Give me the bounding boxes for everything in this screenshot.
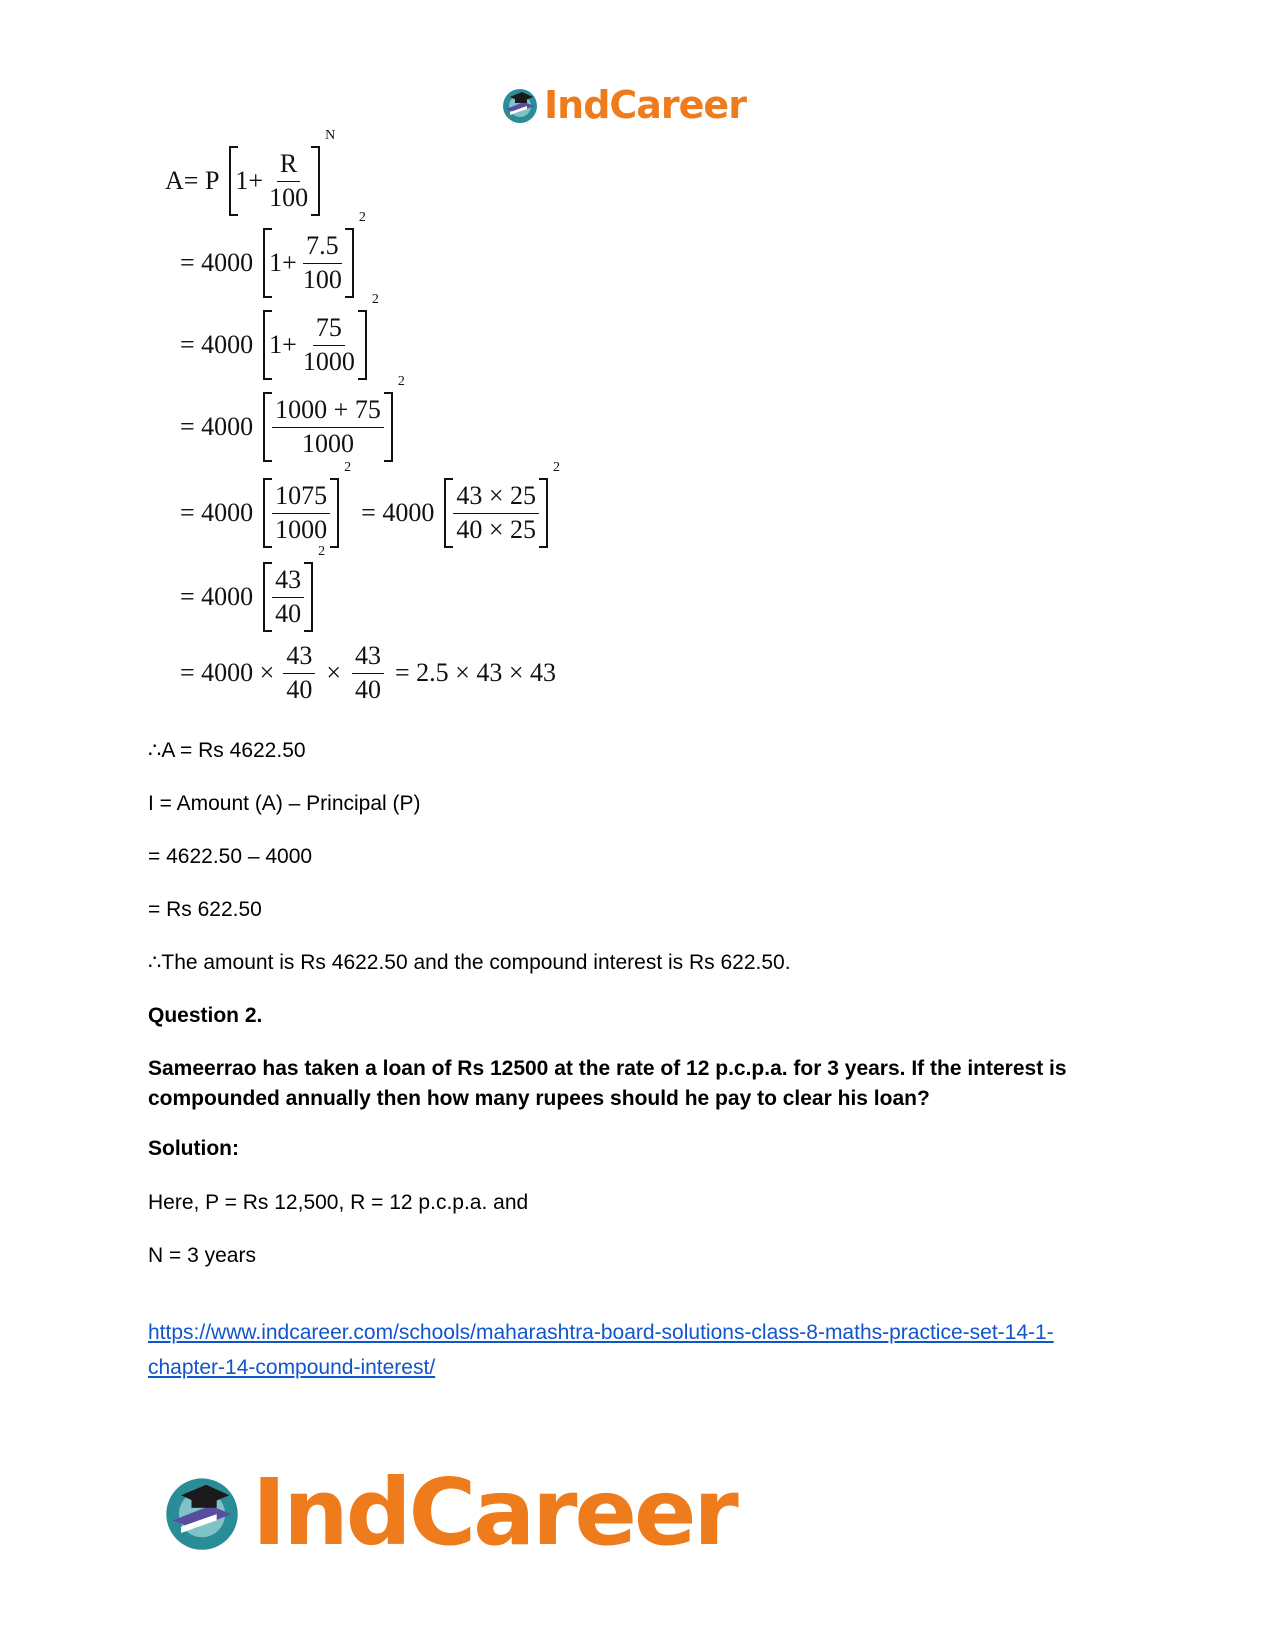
denominator: 1000 bbox=[302, 428, 354, 458]
given-values: Here, P = Rs 12,500, R = 12 p.c.p.a. and bbox=[148, 1191, 529, 1214]
question-title: Question 2. bbox=[148, 1004, 263, 1027]
denominator: 40 bbox=[275, 598, 302, 628]
denominator: 1000 bbox=[275, 514, 328, 544]
brand-name: IndCareer bbox=[544, 83, 746, 127]
exponent: 2 bbox=[397, 374, 405, 389]
bracket-group bbox=[263, 482, 339, 544]
question-body: Sameerrao has taken a loan of Rs 12500 at the rate of 12 p.c.p.a. for 3 years. If the interest is compounded annually then how many rupees should he pay to clear his loan? bbox=[148, 1057, 1067, 1110]
one-plus: 1+ bbox=[269, 248, 297, 278]
fraction bbox=[300, 314, 358, 376]
graduation-cap-globe-icon bbox=[500, 85, 540, 125]
equation-line-4 bbox=[180, 374, 405, 458]
graduation-cap-globe-icon bbox=[160, 1470, 244, 1554]
equation-line-6 bbox=[180, 544, 326, 628]
numerator: 43 bbox=[283, 642, 315, 674]
given-years: N = 3 years bbox=[148, 1244, 256, 1267]
denominator: 40 bbox=[286, 674, 313, 704]
bracket-group bbox=[444, 482, 548, 544]
denominator: 40 bbox=[355, 674, 381, 704]
exponent: N bbox=[325, 128, 336, 143]
numerator: 1000 + 75 bbox=[272, 396, 384, 428]
equation-line-3 bbox=[180, 292, 379, 376]
exponent: 2 bbox=[344, 460, 352, 475]
bracket-group bbox=[229, 150, 320, 212]
interest-definition: I = Amount (A) – Principal (P) bbox=[148, 792, 421, 815]
footer-logo bbox=[160, 1458, 736, 1566]
equation-line-2 bbox=[180, 210, 366, 294]
numerator: 43 bbox=[352, 642, 384, 674]
fraction bbox=[266, 150, 311, 212]
fraction bbox=[352, 642, 384, 704]
times-sign: × bbox=[326, 658, 341, 688]
eq-lhs: = 4000 bbox=[180, 248, 254, 278]
equation-line-5 bbox=[180, 460, 561, 544]
equation-line-7 bbox=[180, 642, 556, 704]
eq-rhs: = 2.5 × 43 × 43 bbox=[395, 658, 556, 688]
fraction bbox=[300, 232, 345, 294]
numerator: R bbox=[277, 150, 300, 182]
brand-name: IndCareer bbox=[252, 1458, 736, 1566]
numerator: 43 bbox=[272, 566, 304, 598]
equation-line-1 bbox=[165, 128, 336, 212]
eq-lhs: = 4000 bbox=[180, 330, 254, 360]
fraction bbox=[453, 482, 539, 544]
bracket-group bbox=[263, 396, 393, 458]
eq-lhs: = 4000 bbox=[180, 498, 254, 528]
denominator: 100 bbox=[269, 182, 309, 212]
eq-lhs: = 4000 bbox=[180, 582, 254, 612]
denominator: 100 bbox=[302, 264, 342, 294]
exponent: 2 bbox=[371, 292, 379, 307]
bracket-group bbox=[263, 232, 354, 294]
source-link[interactable]: https://www.indcareer.com/schools/maharashtra-board-solutions-class-8-maths-practice-set-14-1-chapter-14-compound-interest/ bbox=[148, 1321, 1054, 1379]
exponent: 2 bbox=[358, 210, 366, 225]
denominator: 1000 bbox=[302, 346, 355, 376]
eq-lhs: A= P bbox=[165, 166, 220, 196]
numerator: 1075 bbox=[272, 482, 330, 514]
interest-value: = Rs 622.50 bbox=[148, 898, 262, 921]
conclusion: ∴The amount is Rs 4622.50 and the compound interest is Rs 622.50. bbox=[148, 951, 791, 974]
fraction bbox=[272, 566, 304, 628]
numerator: 43 × 25 bbox=[453, 482, 539, 514]
interest-calculation: = 4622.50 – 4000 bbox=[148, 845, 313, 868]
fraction bbox=[283, 642, 315, 704]
fraction bbox=[272, 396, 384, 458]
eq-lhs: = 4000 × bbox=[180, 658, 275, 688]
one-plus: 1+ bbox=[269, 330, 297, 360]
one-plus: 1+ bbox=[235, 166, 264, 196]
eq-mid: = 4000 bbox=[361, 498, 435, 528]
fraction bbox=[272, 482, 330, 544]
exponent: 2 bbox=[553, 460, 561, 475]
numerator: 75 bbox=[313, 314, 345, 346]
amount-result: ∴A = Rs 4622.50 bbox=[148, 739, 306, 762]
solution-label: Solution: bbox=[148, 1137, 239, 1160]
denominator: 40 × 25 bbox=[456, 514, 537, 544]
numerator: 7.5 bbox=[303, 232, 342, 264]
eq-lhs: = 4000 bbox=[180, 412, 254, 442]
header-logo bbox=[500, 80, 746, 130]
bracket-group bbox=[263, 566, 313, 628]
exponent: 2 bbox=[318, 544, 326, 559]
bracket-group bbox=[263, 314, 367, 376]
